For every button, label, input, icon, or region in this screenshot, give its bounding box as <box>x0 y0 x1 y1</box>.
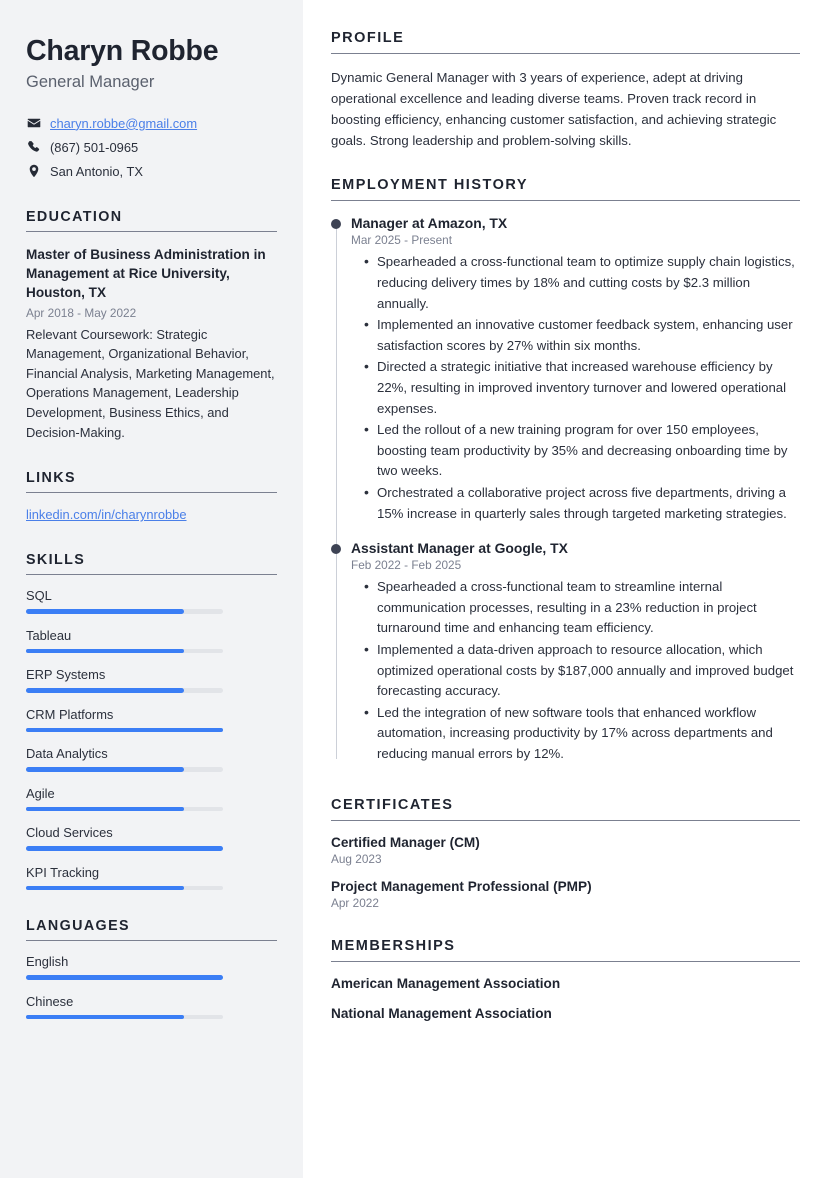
timeline-dot-icon <box>331 219 341 229</box>
employment-role: Assistant Manager at Google, TX <box>351 540 568 557</box>
contact-location <box>26 162 277 181</box>
language-track <box>26 975 223 980</box>
employment-timeline <box>331 215 800 764</box>
sidebar-section-languages <box>26 918 277 1019</box>
skill-label: Cloud Services <box>26 825 113 841</box>
certificates-heading: CERTIFICATES <box>331 796 454 813</box>
skill-item <box>26 865 277 891</box>
memberships-heading: MEMBERSHIPS <box>331 937 456 954</box>
section-certificates <box>331 797 800 910</box>
skill-label: Data Analytics <box>26 746 108 762</box>
profile-heading: PROFILE <box>331 30 405 46</box>
language-item <box>26 954 277 980</box>
employment-entry <box>351 540 800 764</box>
skill-item <box>26 786 277 812</box>
skill-label: Tableau <box>26 627 72 643</box>
education-degree: Master of Business Administration in Management at Rice University, Houston, TX <box>26 246 266 301</box>
skill-label: KPI Tracking <box>26 864 100 880</box>
employment-dates: Mar 2025 - Present <box>351 233 452 248</box>
skills-heading: SKILLS <box>26 552 86 569</box>
links-rule <box>26 492 277 493</box>
membership-entry: National Management Association <box>331 1005 552 1021</box>
skill-fill <box>26 807 184 812</box>
skill-label: SQL <box>26 588 52 604</box>
skill-track <box>26 688 223 693</box>
education-entry <box>26 245 277 443</box>
languages-rule <box>26 940 277 941</box>
language-track <box>26 1015 223 1020</box>
skill-item <box>26 746 277 772</box>
skill-track <box>26 807 223 812</box>
bullet-item: • Led the rollout of a new training program for over 150 employees, boosting team productivity by 35% and decreasing onboarding time by two weeks. <box>377 420 800 482</box>
contact-phone <box>26 138 277 157</box>
main-column <box>303 0 833 1178</box>
timeline-dot-icon <box>331 544 341 554</box>
profile-rule <box>331 53 800 54</box>
language-fill <box>26 1015 184 1020</box>
contact-phone-text: (867) 501-0965 <box>50 139 139 155</box>
skill-track <box>26 649 223 654</box>
bullet-item: • Spearheaded a cross-functional team to streamline internal communication processes, resulting in a 23% reduction in project turnaround time and enhancing team efficiency. <box>377 577 800 639</box>
employment-bullets <box>351 577 800 764</box>
certificate-title: Certified Manager (CM) <box>331 834 480 850</box>
language-label: English <box>26 954 69 970</box>
skill-label: ERP Systems <box>26 667 106 683</box>
link-item-linkedin[interactable]: linkedin.com/in/charynrobbe <box>26 507 187 523</box>
languages-heading: LANGUAGES <box>26 918 130 935</box>
employment-entry <box>351 215 800 524</box>
contact-location-text: San Antonio, TX <box>50 163 143 179</box>
skill-fill <box>26 609 184 614</box>
sidebar-section-links <box>26 470 277 524</box>
phone-icon <box>26 140 41 154</box>
section-profile <box>331 30 800 151</box>
skill-fill <box>26 728 223 733</box>
section-employment <box>331 177 800 764</box>
certificate-entry <box>331 879 800 910</box>
skills-rule <box>26 574 277 575</box>
bullet-item: • Orchestrated a collaborative project across five departments, driving a 15% increase in quarterly sales through targeted marketing strategies. <box>377 483 800 524</box>
skill-track <box>26 728 223 733</box>
links-heading: LINKS <box>26 470 76 487</box>
education-rule <box>26 231 277 232</box>
sidebar-section-education <box>26 209 277 443</box>
contact-email[interactable] <box>26 114 277 133</box>
section-memberships <box>331 938 800 1021</box>
bullet-item: • Led the integration of new software tools that enhanced workflow automation, increasing productivity by 17% across departments and reducing manual errors by 12%. <box>377 703 800 765</box>
bullet-item: • Implemented an innovative customer feedback system, enhancing user satisfaction scores by 27% within six months. <box>377 315 800 356</box>
employment-rule <box>331 200 800 201</box>
envelope-icon <box>26 116 41 130</box>
employment-heading: EMPLOYMENT HISTORY <box>331 177 528 194</box>
employment-bullets <box>351 252 800 524</box>
bullet-item: • Spearheaded a cross-functional team to optimize supply chain logistics, reducing delivery times by 18% and cutting costs by $2.3 million annually. <box>377 252 800 314</box>
sidebar <box>0 0 303 1178</box>
language-fill <box>26 975 223 980</box>
skill-item <box>26 707 277 733</box>
skill-fill <box>26 846 223 851</box>
skill-item <box>26 588 277 614</box>
location-pin-icon <box>26 164 41 178</box>
certificate-title: Project Management Professional (PMP) <box>331 878 592 894</box>
memberships-rule <box>331 961 800 962</box>
language-item <box>26 994 277 1020</box>
education-heading: EDUCATION <box>26 208 123 225</box>
skill-fill <box>26 649 184 654</box>
membership-entry: American Management Association <box>331 975 561 991</box>
skill-item <box>26 628 277 654</box>
profile-text: Dynamic General Manager with 3 years of experience, adept at driving operational excellence and leading diverse teams. Proven track record in boosting efficiency, enhancing customer satisfaction, and achieving strategic goals. Strong leadership and problem-solving skills. <box>331 70 777 148</box>
certificate-date: Aug 2023 <box>331 851 382 866</box>
sidebar-section-skills <box>26 552 277 890</box>
skill-fill <box>26 767 184 772</box>
skill-label: Agile <box>26 785 55 801</box>
education-dates: Apr 2018 - May 2022 <box>26 305 137 320</box>
contact-list <box>26 114 277 181</box>
skill-label: CRM Platforms <box>26 706 114 722</box>
skill-fill <box>26 886 184 891</box>
skill-track <box>26 609 223 614</box>
language-label: Chinese <box>26 993 74 1009</box>
employment-role: Manager at Amazon, TX <box>351 215 508 232</box>
contact-email-link[interactable]: charyn.robbe@gmail.com <box>50 115 198 131</box>
skill-item <box>26 825 277 851</box>
skill-track <box>26 767 223 772</box>
education-description: Relevant Coursework: Strategic Management, Organizational Behavior, Financial Analysis, Marketing Management, Operations Management, Leadership Development, Business Ethics, and Decision-Making. <box>26 326 275 440</box>
candidate-name: Charyn Robbe <box>26 35 219 67</box>
certificate-date: Apr 2022 <box>331 895 379 910</box>
skill-track <box>26 846 223 851</box>
candidate-job-title: General Manager <box>26 72 155 91</box>
employment-dates: Feb 2022 - Feb 2025 <box>351 558 462 573</box>
bullet-item: • Directed a strategic initiative that increased warehouse efficiency by 22%, resulting in improved inventory turnover and lowered operational expenses. <box>377 357 800 419</box>
certificate-entry <box>331 835 800 866</box>
certificates-rule <box>331 820 800 821</box>
skill-track <box>26 886 223 891</box>
bullet-item: • Implemented a data-driven approach to resource allocation, which optimized operational costs by $187,000 annually and improved budget forecasting accuracy. <box>377 640 800 702</box>
skill-fill <box>26 688 184 693</box>
skill-item <box>26 667 277 693</box>
